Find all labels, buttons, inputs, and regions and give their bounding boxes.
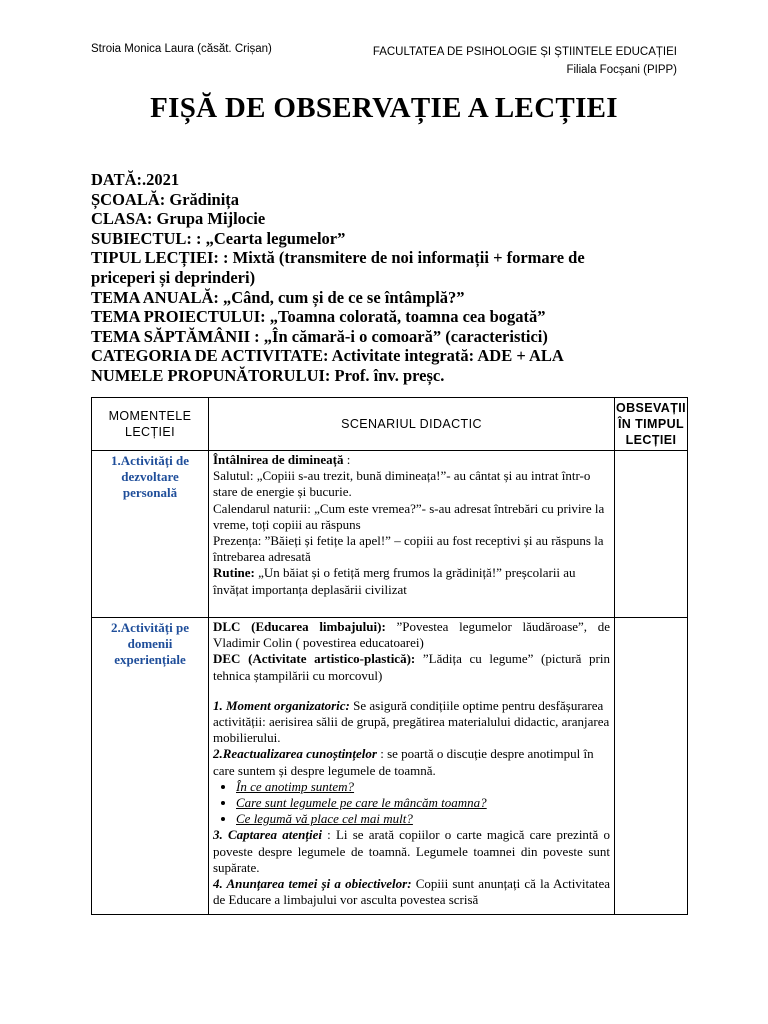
info-annual-theme: TEMA ANUALĂ: „Când, cum și de ce se întâmplă?”: [91, 287, 465, 307]
moment-cell: 1.Activități de dezvoltare personală: [92, 451, 209, 618]
header-institution-block: [373, 43, 677, 79]
scenario-cell: [209, 618, 615, 915]
step2-text: : se poartă o discuție despre anotimpul în care suntem și despre legumele de toamnă.: [213, 746, 594, 778]
info-school: ȘCOALĂ: Grădinița: [91, 189, 240, 209]
routines-text: „Un băiat și o fetiță merg frumos la grădiniță!” preșcolarii au învățat importanța deplasării civilizat: [213, 565, 576, 597]
step3-label: 3. Captarea atenției: [213, 827, 322, 843]
info-proposer: NUMELE PROPUNĂTORULUI: Prof. înv. preșc.: [91, 365, 445, 385]
info-class: CLASA: Grupa Mijlocie: [91, 209, 266, 229]
header-observations: OBSEVAȚII ÎN TIMPUL LECȚIEI: [615, 398, 688, 451]
list-item: • Care sunt legumele pe care le mâncăm toamna?: [236, 795, 610, 811]
step1-label: 1. Moment organizatoric:: [213, 697, 350, 713]
list-item: • În ce anotimp suntem?: [236, 779, 610, 795]
header-author: Stroia Monica Laura (căsăt. Crișan): [91, 43, 272, 55]
observation-cell: [615, 618, 688, 915]
document-title: FIȘĂ DE OBSERVAȚIE A LECȚIEI: [150, 92, 618, 124]
info-lesson-type: TIPUL LECȚIEI: : Mixtă (transmitere de noi informații + formare de priceperi și deprinderi): [91, 248, 585, 287]
step2-label: 2.Reactualizarea cunoștințelor: [213, 746, 377, 762]
lesson-table: [91, 397, 688, 915]
routines-label: Rutine:: [213, 565, 259, 581]
dlc-label: DLC (Educarea limbajului):: [213, 619, 397, 634]
calendar-text: Calendarul naturii: „Cum este vremea?”- s-au adresat întrebări cu privire la vreme, toți copiii au răspuns: [213, 500, 605, 532]
header-scenario: SCENARIUL DIDACTIC: [209, 398, 615, 451]
greeting-text: Salutul: „Copiii s-au trezit, bună dimineața!”- au cântat și au intrat într-o stare de energie și bucurie.: [213, 468, 591, 500]
step3-text: : Li se arată copiilor o carte magică care prezintă o poveste despre legumele de toamnă. Legumele toamnei din poveste sunt supărate.: [213, 827, 610, 875]
dec-label: DEC (Activitate artistico-plastică):: [213, 651, 423, 667]
step4-label: 4. Anunțarea temei și a obiectivelor:: [213, 876, 412, 892]
info-project-theme: TEMA PROIECTULUI: „Toamna colorată, toamna cea bogată”: [91, 307, 546, 327]
info-week-theme: TEMA SĂPTĂMÂNII : „În cămară-i o comoară” (caracteristici): [91, 326, 548, 346]
header-moments: MOMENTELE LECȚIEI: [92, 398, 209, 451]
header-institution: FACULTATEA DE PSIHOLOGIE ȘI ȘTIINTELE EDUCAȚIEI: [372, 46, 677, 58]
table-row: [92, 618, 688, 915]
table-row: [92, 451, 688, 618]
info-date: DATĂ:.2021: [91, 170, 180, 189]
moment-cell: 2.Activități pe domenii experiențiale: [92, 618, 209, 915]
step1-text: Se asigură condițiile optime pentru desfășurarea activității: aerisirea sălii de grupă, pregătirea materialului didactic, aranjarea mobilierului.: [213, 697, 610, 746]
attendance-text: Prezența: ”Băieți și fetițe la apel!” – copiii au fost receptivi și au răspuns la întrebarea adresată: [213, 533, 604, 565]
dlc-text: ”Povestea legumelor lăudăroase”, de Vladimir Colin ( povestirea educatoarei): [213, 619, 610, 651]
list-item: • Ce legumă vă place cel mai mult?: [236, 811, 610, 827]
step4-text: Copiii sunt anunțați că la Activitatea de Educare a limbajului vor asculta povestea scrisă: [213, 876, 611, 908]
question-list: [213, 779, 610, 828]
header-branch: Filiala Focșani (PIPP): [566, 64, 677, 76]
scenario-cell: Întâlnirea de dimineață : Salutul: „Copiii s-au trezit, bună dimineața!”- au cântat și au intrat într-o stare de energie și bucurie. Calendarul naturii: „Cum este vremea?”- s-au adresat întrebări cu privire la vreme, toți copiii au răspuns Prezența: ”Băieți și fetițe la apel!” – copiii au fost receptivi și au răspuns la întrebarea adresată Rutine: „Un băiat și o fetiță merg frumos la grădiniță!” preșcolarii au învățat importanța deplasării civilizat: [209, 451, 615, 618]
morning-meeting-label: Întâlnirea de dimineață: [213, 452, 344, 467]
observation-cell: [615, 451, 688, 618]
info-subject: SUBIECTUL: : „Cearta legumelor”: [91, 228, 346, 248]
lesson-info: [91, 170, 651, 386]
dec-text: ”Lădița cu legume” (pictură prin tehnica ștampilării cu morcovul): [213, 651, 610, 683]
info-activity-category: CATEGORIA DE ACTIVITATE: Activitate integrată: ADE + ALA: [91, 346, 564, 366]
